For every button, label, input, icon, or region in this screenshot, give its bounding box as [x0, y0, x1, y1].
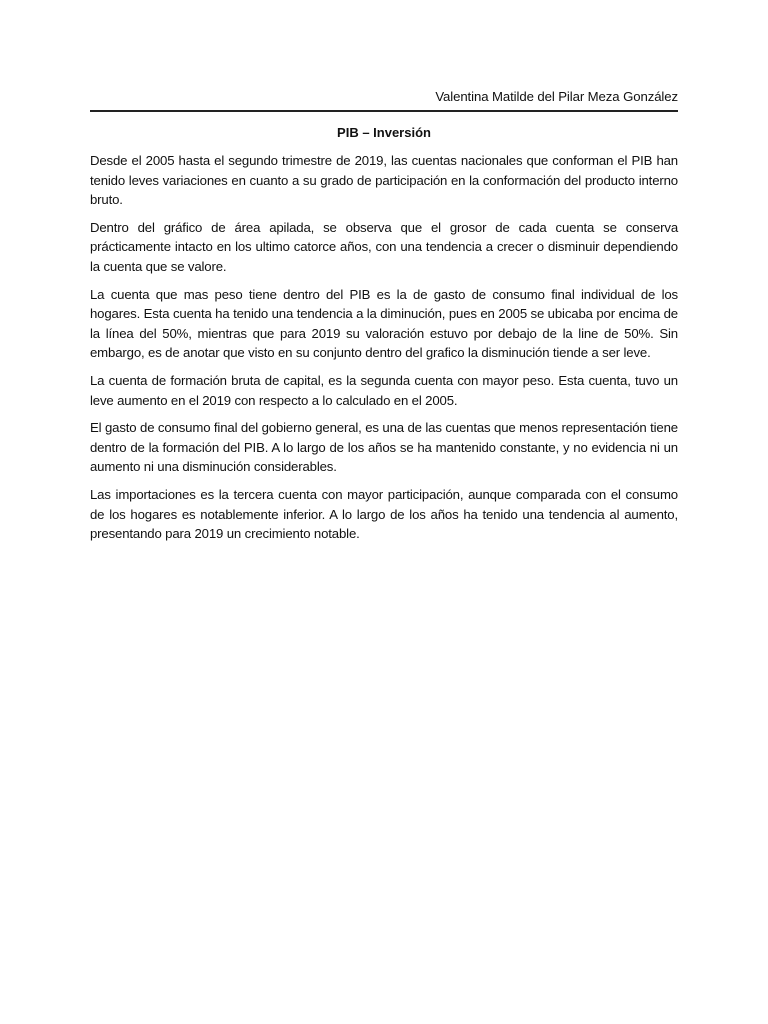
document-page [90, 88, 678, 552]
paragraph-stacked-area: Dentro del gráfico de área apilada, se observa que el grosor de cada cuenta se conserva prácticamente intacto en los ultimo catorce años, con una tendencia a crecer o disminuir dependiendo la cuenta que se valore. [90, 219, 678, 274]
document-title: PIB – Inversión [337, 125, 431, 140]
paragraph-imports: Las importaciones es la tercera cuenta con mayor participación, aunque comparada con el consumo de los hogares es notablemente inferior. A lo largo de los años ha tenido una tendencia al aumento, presentando para 2019 un crecimiento notable. [90, 486, 678, 542]
paragraph-intro: Desde el 2005 hasta el segundo trimestre de 2019, las cuentas nacionales que conforman el PIB han tenido leves variaciones en cuanto a su grado de participación en la conformación del producto interno bruto. [90, 153, 678, 208]
paragraph-capital-formation: La cuenta de formación bruta de capital, es la segunda cuenta con mayor peso. Esta cuenta, tuvo un leve aumento en el 2019 con respecto a lo calculado en el 2005. [90, 372, 678, 408]
paragraph-households: La cuenta que mas peso tiene dentro del PIB es la de gasto de consumo final individual de los hogares. Esta cuenta ha tenido una tendencia a la diminución, pues en 2005 se ubicaba por encima de la línea del 50%, mientras que para 2019 su valoración estuvo por debajo de la line de 50%. Sin embargo, es de anotar que visto en su conjunto dentro del grafico la disminución tiende a ser leve. [90, 286, 678, 361]
paragraph-government: El gasto de consumo final del gobierno general, es una de las cuentas que menos representación tiene dentro de la formación del PIB. A lo largo de los años se ha mantenido constante, y no evidencia ni un aumento ni una disminución considerables. [90, 420, 678, 475]
author-header: Valentina Matilde del Pilar Meza González [90, 88, 678, 112]
